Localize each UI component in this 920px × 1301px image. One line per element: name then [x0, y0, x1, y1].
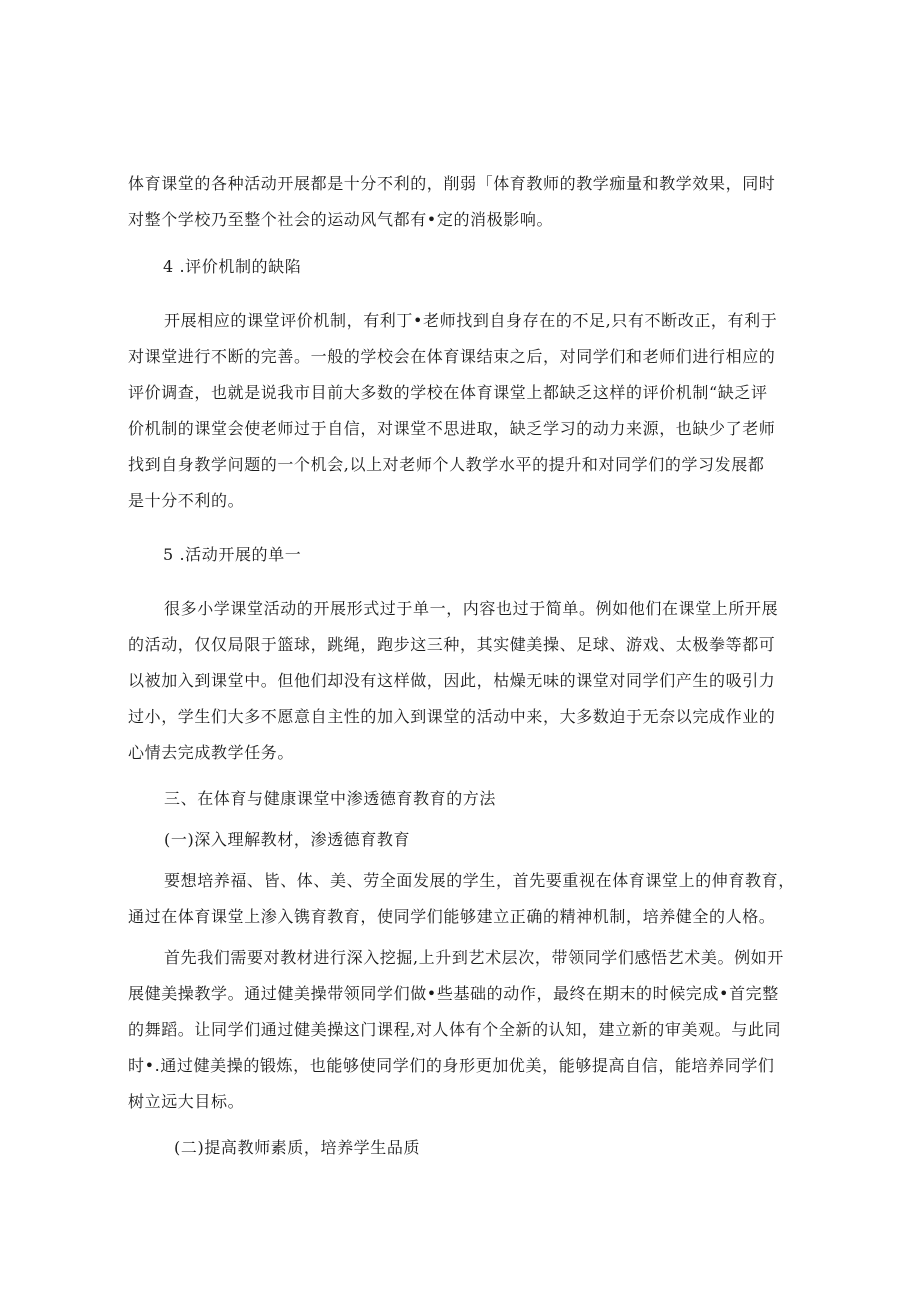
text-line: 时•.通过健美操的锻炼，也能够使同学们的身形更加优美，能够提高自信，能培养同学们 — [128, 1056, 775, 1075]
section-heading: 4 .评价机制的缺陷 — [163, 257, 302, 276]
text-line: 展健美操教学。通过健美操带领同学们做•些基础的动作，最终在期末的时候完成•首完整 — [128, 984, 779, 1003]
subsection-heading: (一)深入理解教材，渗透德育教育 — [164, 830, 411, 849]
text-line: 过小，学生们大多不愿意自主性的加入到课堂的活动中来，大多数迫于无奈以完成作业的 — [128, 707, 776, 726]
text-line: 的活动，仅仅局限于篮球，跳绳，跑步这三种，其实健美操、足球、游戏、太极拳等都可 — [128, 635, 776, 654]
section-heading: 三、在体育与健康课堂中渗透德育教育的方法 — [164, 789, 497, 808]
text-line: 心情去完成教学任务。 — [128, 743, 295, 762]
text-line: 价机制的课堂会使老师过于自信，对课堂不思进取，缺乏学习的动力来源，也缺少了老师 — [128, 419, 776, 438]
text-line: 要想培养福、皆、体、美、劳全面发展的学生，首先要重视在体育课堂上的伸育教育， — [164, 871, 795, 890]
text-line: 对课堂进行不断的完善。一般的学校会在体育课结束之后，对同学们和老师们进行相应的 — [128, 347, 776, 366]
text-line: 找到自身教学问题的一个机会,以上对老师个人教学水平的提升和对同学们的学习发展都 — [128, 455, 765, 474]
text-line: 以被加入到课堂中。但他们却没有这样做，因此，枯燥无味的课堂对同学们产生的吸引力 — [128, 671, 776, 690]
text-line: 体育课堂的各种活动开展都是十分不利的，削弱「体育教师的教学痂量和教学效果，同时 — [128, 174, 776, 193]
text-line: 开展相应的课堂评价机制，有利丁•老师找到自身存在的不足,只有不断改正，有利于 — [164, 311, 778, 330]
text-line: 很多小学课堂活动的开展形式过于单一，内容也过于简单。例如他们在课堂上所开展 — [164, 599, 779, 618]
section-heading: 5 .活动开展的单一 — [163, 545, 302, 564]
text-line: 首先我们需要对教材进行深入挖掘,上升到艺术层次，带领同学们感悟艺术美。例如开 — [164, 948, 784, 967]
text-line: 对整个学校乃至整个社会的运动风气都有•定的消极影响。 — [128, 210, 554, 229]
text-line: 评价调查，也就是说我市目前大多数的学校在体育课堂上都缺乏这样的评价机制“缺乏评 — [128, 383, 768, 402]
subsection-heading: (二)提高教师素质，培养学生品质 — [174, 1138, 421, 1157]
text-line: 树立远大目标。 — [128, 1092, 245, 1111]
text-line: 通过在体育课堂上渗入镌育教育，使同学们能够建立正确的精神机制，培养健全的人格。 — [128, 907, 776, 926]
text-line: 是十分不利的。 — [128, 491, 245, 510]
text-line: 的舞蹈。让同学们通过健美操这门课程,对人体有个全新的认知，建立新的审美观。与此同 — [128, 1020, 782, 1039]
